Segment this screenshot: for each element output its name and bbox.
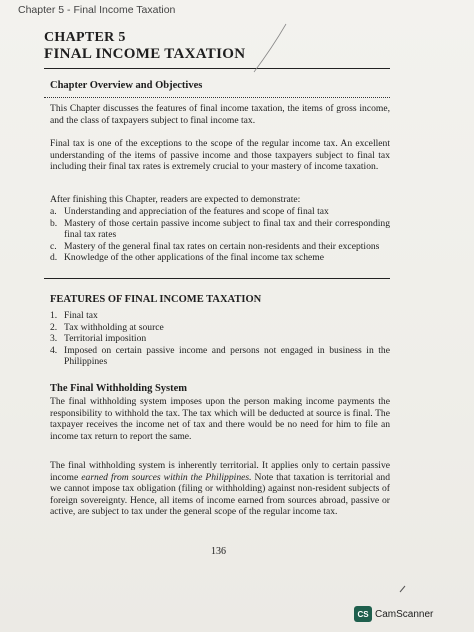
feature-item: 3. Territorial imposition	[50, 333, 147, 345]
camscanner-logo-icon: CS	[354, 606, 372, 622]
overview-dashed-rule	[44, 97, 390, 98]
camscanner-watermark	[354, 606, 433, 622]
withholding-heading: The Final Withholding System	[50, 383, 188, 394]
objectives-list	[50, 206, 390, 264]
title-rule	[44, 68, 390, 69]
feature-item: 4. Imposed on certain passive income and persons not engaged in business in the Philippines	[50, 344, 390, 368]
features-heading: FEATURES OF FINAL INCOME TAXATION	[50, 294, 262, 305]
overview-paragraph-1: This Chapter discusses the features of final income taxation, the items of gross income, and the class of taxpayers subject to final income tax.	[50, 103, 390, 126]
pen-dot-mark	[398, 584, 408, 594]
page-number: 136	[211, 546, 226, 557]
withholding-paragraph-1: The final withholding system imposes upon the person making income payments the responsibility to withhold the tax. The tax which will be deducted at source is final. The taxpayer receives the income net of tax and there would be no need for him to file an income tax return to report the same.	[50, 396, 390, 442]
objective-item: c. Mastery of the general final tax rates on certain non-residents and their exceptions	[50, 240, 380, 252]
pen-stroke-mark	[250, 22, 290, 74]
feature-item: 2. Tax withholding at source	[50, 321, 164, 333]
features-list	[50, 310, 390, 368]
objective-item: a. Understanding and appreciation of the features and scope of final tax	[50, 206, 329, 217]
overview-bottom-rule	[44, 278, 390, 279]
overview-paragraph-3: After finishing this Chapter, readers are expected to demonstrate:	[50, 194, 301, 205]
withholding-paragraph-2: The final withholding system is inherently territorial. It applies only to certain passive income earned from sources within the Philippines. Note that taxation is territorial and we cannot impose tax obligation (filing or withholding) against non-resident subjects of foreign sovereignty. Hence, all items of income earned from sources abroad, passive or active, are subject to tax under the general scope of the regular income tax.	[50, 460, 391, 518]
objective-item: b. Mastery of those certain passive income subject to final tax and their corresponding final tax rates	[50, 217, 390, 241]
overview-heading: Chapter Overview and Objectives	[50, 80, 203, 91]
chapter-number: CHAPTER 5	[44, 30, 126, 45]
objective-item: d. Knowledge of the other applications of the final income tax scheme	[50, 252, 325, 264]
camscanner-label: CamScanner	[375, 608, 434, 620]
overview-paragraph-2: Final tax is one of the exceptions to the scope of the regular income tax. An excellent understanding of the items of passive income and those taxpayers subject to final tax including their final tax rates is extremely crucial to your mastery of income taxation.	[50, 138, 390, 173]
running-head: Chapter 5 - Final Income Taxation	[18, 4, 176, 16]
chapter-title: FINAL INCOME TAXATION	[44, 46, 246, 62]
feature-item: 1. Final tax	[50, 310, 98, 321]
